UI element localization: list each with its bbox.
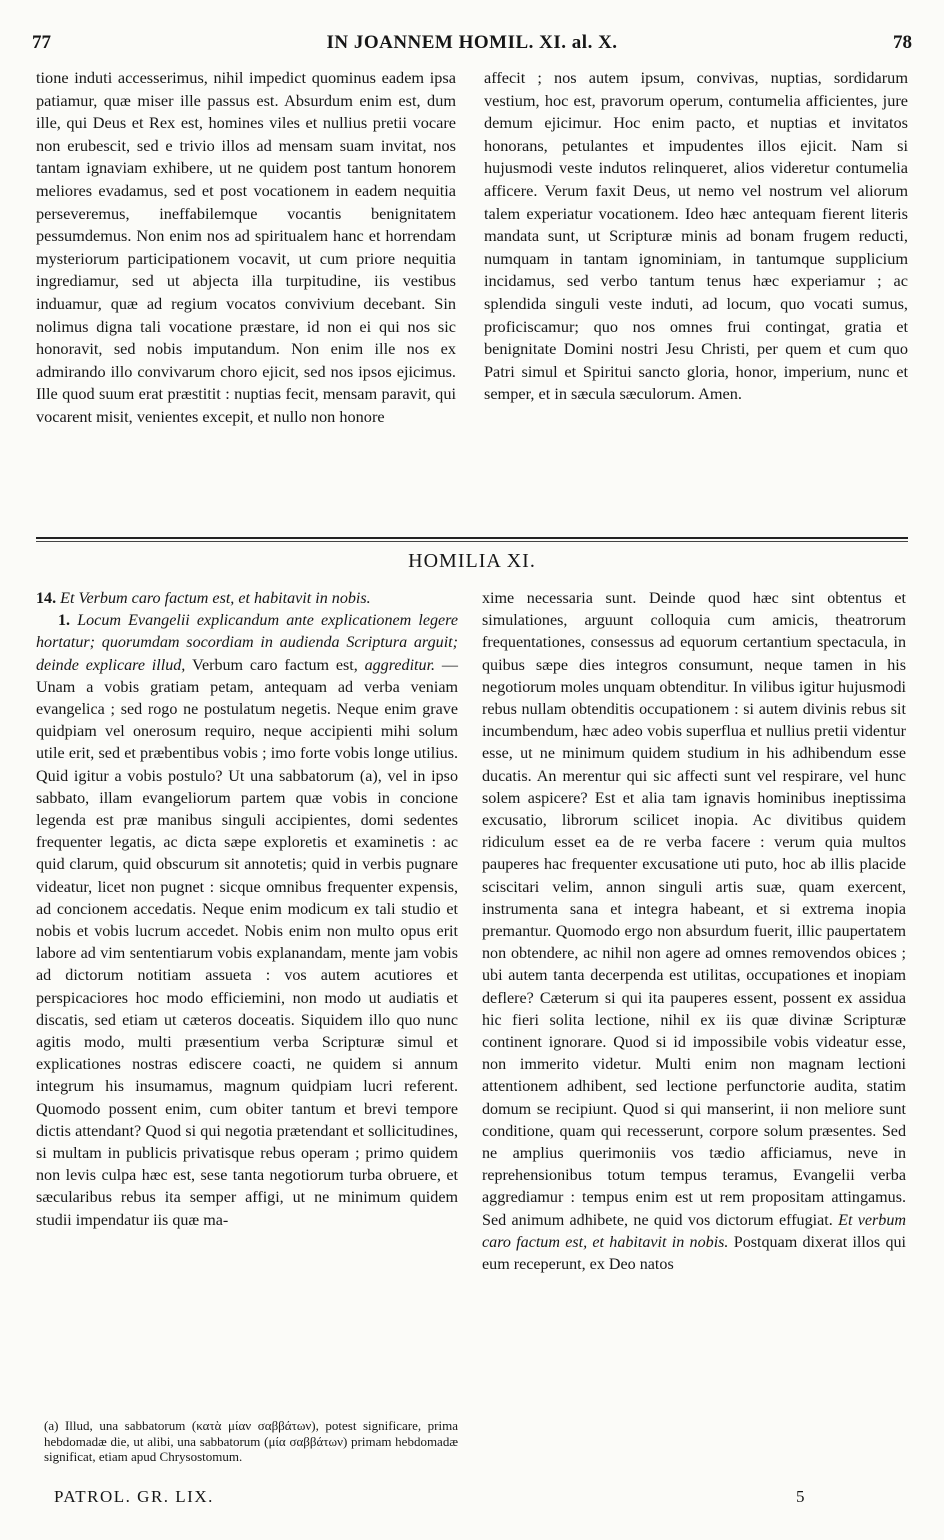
top-left-paragraph: tione induti accesserimus, nihil impedict quominus eadem ipsa patiamur, quæ miser ille passus est. Absurdum enim est, dum ille, qui Deus et Rex est, homines viles et nullius pretii vocare non erubescit, sed e trivio illos ad mensam suam invitat, nos tantam ignaviam exhibere, ut ne quidem post tantum honorem meliores evadamus, sed et post vocationem in eadem nequitia perseveremus, ineffabilemque vocantis benignitatem pessumdemus. Non enim nos ad spiritualem hanc et horrendam mysteriorum participationem vocavit, ut cum priore nequitia ingrediamur, sed ut abjecta illa turpitudine, iis vestibus induamur, quæ ad regium vocatos convivium decebant. Sin nolimus digna tali vocatione præstare, id non ei qui nos sic honoravit, sed nobis imputandum. Non enim ille nos ex admirando illo convivarum choro ejicit, sed nos ipsos ejicimus. Ille quod suum erat præstitit : nuptias fecit, mensam paravit, qui vocarent misit, venientes excepit, et nullo non honore — [36, 68, 456, 426]
summary-number: 1. — [58, 612, 71, 630]
page-footer — [36, 1487, 908, 1511]
page-number-left: 77 — [32, 32, 51, 53]
footer-signature: PATROL. GR. LIX. — [54, 1487, 214, 1506]
bottom-right-tail: Postquam dixerat illos qui eum receperunt, ex Deo natos — [482, 1233, 907, 1274]
footer-number: 5 — [796, 1487, 805, 1506]
page-number-right: 78 — [893, 32, 912, 53]
bottom-right-paragraph — [482, 588, 906, 1276]
homily-title: HOMILIA XI. — [408, 550, 536, 572]
running-header — [32, 32, 912, 60]
running-title: IN JOANNEM HOMIL. XI. al. X. — [326, 32, 618, 53]
verse-heading — [36, 588, 458, 610]
top-right-column — [484, 67, 908, 406]
top-left-column — [36, 67, 456, 429]
verse-number: 14. — [36, 590, 57, 607]
bottom-right-text: xime necessaria sunt. Deinde quod hæc sint obtentus et simulationes, arguunt colloquia cum amicis, theatrorum frequentationes, consessus ad equorum certantium spectacula, in quibus sæpe dies integros consumunt, neque tamen in his negotiorum moles unquam obtenditur. In vilibus igitur hujusmodi rebus nullam obtenditis occupationem : si autem divinis rebus sit incumbendum, hæc adeo vobis superflua et nullius pretii videntur esse, ut ne minimum quidem studium in his adhibendum esse ducatis. An merentur qui sic affecti sunt vel respirare, vel hunc solem aspicere? Est et alia tam ignavis hominibus ineptissima excusatio, librorum scilicet inopia. Ac divitibus quidem ridiculum esset ea de re verba facere : verum quia multos pauperes hac frequenter excusatione uti puto, hoc ab illis placide sciscitari velim, annon singuli artis suæ, quam exercent, instrumenta sana et integra habeant, et si extrema inopia premantur. Quomodo ergo non absurdum fuerit, illic paupertatem non obtendere, ac nihil non agere ad omnes removendos obices ; ubi autem tanta decerpenda est utilitas, occupationes et inopiam deflere? Cæterum si qui ita pauperes essent, possent ex assidua hic fieri solita lectione, nihil ex iis quæ divinæ Scripturæ continent ignorare. Quod si id impossibile vobis videatur esse, non immerito videtur. Multi enim non magnam lectioni attentionem adhibent, sed lectione perfunctorie audita, statim domum se recipiunt. Quod si qui manserint, ii non meliore sunt conditione, quam qui recesserunt, corpore solum præsentes. Sed ne amplius querimoniis vos tædio afficiamus, neve in reprehensionibus totum tempus teramus, Evangelii verba aggrediamur : tempus enim est ut rem propositam attingamus. Sed animum adhibete, ne quid vos dictorum effugiat. — [482, 590, 906, 1229]
section-divider — [36, 537, 908, 542]
footnote: (a) Illud, una sabbatorum (κατὰ μίαν σαββάτων), potest significare, prima hebdomadæ die, ut alibi, una sabbatorum (μία σαββάτων) primam hebdomadæ significat, etiam apud Chrysostomum. — [44, 1418, 458, 1464]
summary-text-a: Locum Evangelii explicandum ante explicationem legere hortatur; quorumdam socordiam in audienda Scriptura arguit; deinde explicare illud, — [36, 612, 458, 674]
bottom-left-paragraph: — Unam a vobis gratiam petam, antequam ad verba veniam evangelica ; sed rogo ne postulatum negetis. Neque enim grave quidpiam vel onerosum requiro, neque accipienti mihi solum utile erit, sed et præbentibus vobis ; imo forte vobis longe utilius. Quid igitur a vobis postulo? Ut una sabbatorum (a), vel in ipso sabbato, illam evangeliorum partem quæ vobis in concione legenda est præ manibus singuli accipientes, domi sedentes frequenter legatis, ac dicta sæpe exploretis et examinetis : ac quid clarum, quid obscurum sit annotetis; quid in verbis pugnare videatur, licet non pugnet : sicque omnibus frequenter expensis, ad concionem accedatis. Neque enim modicum ex tali studio et nobis et vobis lucrum accedet. Nobis enim non multo opus erit labore ad vim sententiarum vobis explanandam, mente jam vobis ad dictorum notitiam assueta : vos autem acutiores et perspicaciores hoc modo efficiemini, non modo ut audiatis et discatis, sed etiam ut cæteros doceatis. Siquidem illo quo nunc agitis modo, multi præsentium verba Scripturæ simul et explicationes nostras ediscere coacti, ne quidem si annum integrum his insumamus, magnum quidpiam lucri referent. Quomodo possent enim, cum obiter tantum et brevi tempore dictis attendant? Quod si qui negotia prætendant et sollicitudines, si multam in publicis privatisque rebus operam ; primo quidem non levis culpa hæc est, sese tanta negotiorum turba obruere, et sæcularibus rebus ita semper affigi, ut ne minimum quidem studii impendatur iis quæ ma- — [36, 656, 458, 1229]
verse-text: Et Verbum caro factum est, et habitavit in nobis. — [60, 590, 371, 607]
bottom-right-verse: Et verbum caro factum est, et habitavit in nobis. — [482, 1211, 907, 1251]
bottom-left-column — [36, 588, 458, 1232]
bottom-right-column — [482, 588, 906, 1276]
chapter-summary — [36, 610, 458, 1232]
summary-text-b: Verbum caro factum est, — [192, 656, 358, 674]
summary-text-c: aggreditur. — [364, 656, 436, 674]
top-right-paragraph: affecit ; nos autem ipsum, convivas, nuptias, sordidarum vestium, hoc est, pravorum operum, contumelia afficientes, jure demum ejicimur. Hoc enim pacto, et nuptias et invitatos honorans, petulantes et impudentes illos ejicit. Nam si hujusmodi veste indutos relinqueret, alios videretur contumelia afficere. Verum faxit Deus, ut nemo vel nostrum vel aliorum talem experiatur vocationem. Ideo hæc antequam fierent literis mandata sunt, ut Scripturæ minis ad bonam frugem reducti, numquam in tantam ignominiam, in tantumque supplicium incidamus, sed verbo tantum tenus hæc experiamur ; ac splendida singuli veste induti, ad locum, quo vocati sumus, proficiscamur; quo nos omnes frui contingat, gratia et benignitate Domini nostri Jesu Christi, per quem et cum quo Patri simul et Spiritui sancto gloria, honor, imperium, nunc et semper, et in sæcula sæculorum. Amen. — [484, 68, 908, 404]
